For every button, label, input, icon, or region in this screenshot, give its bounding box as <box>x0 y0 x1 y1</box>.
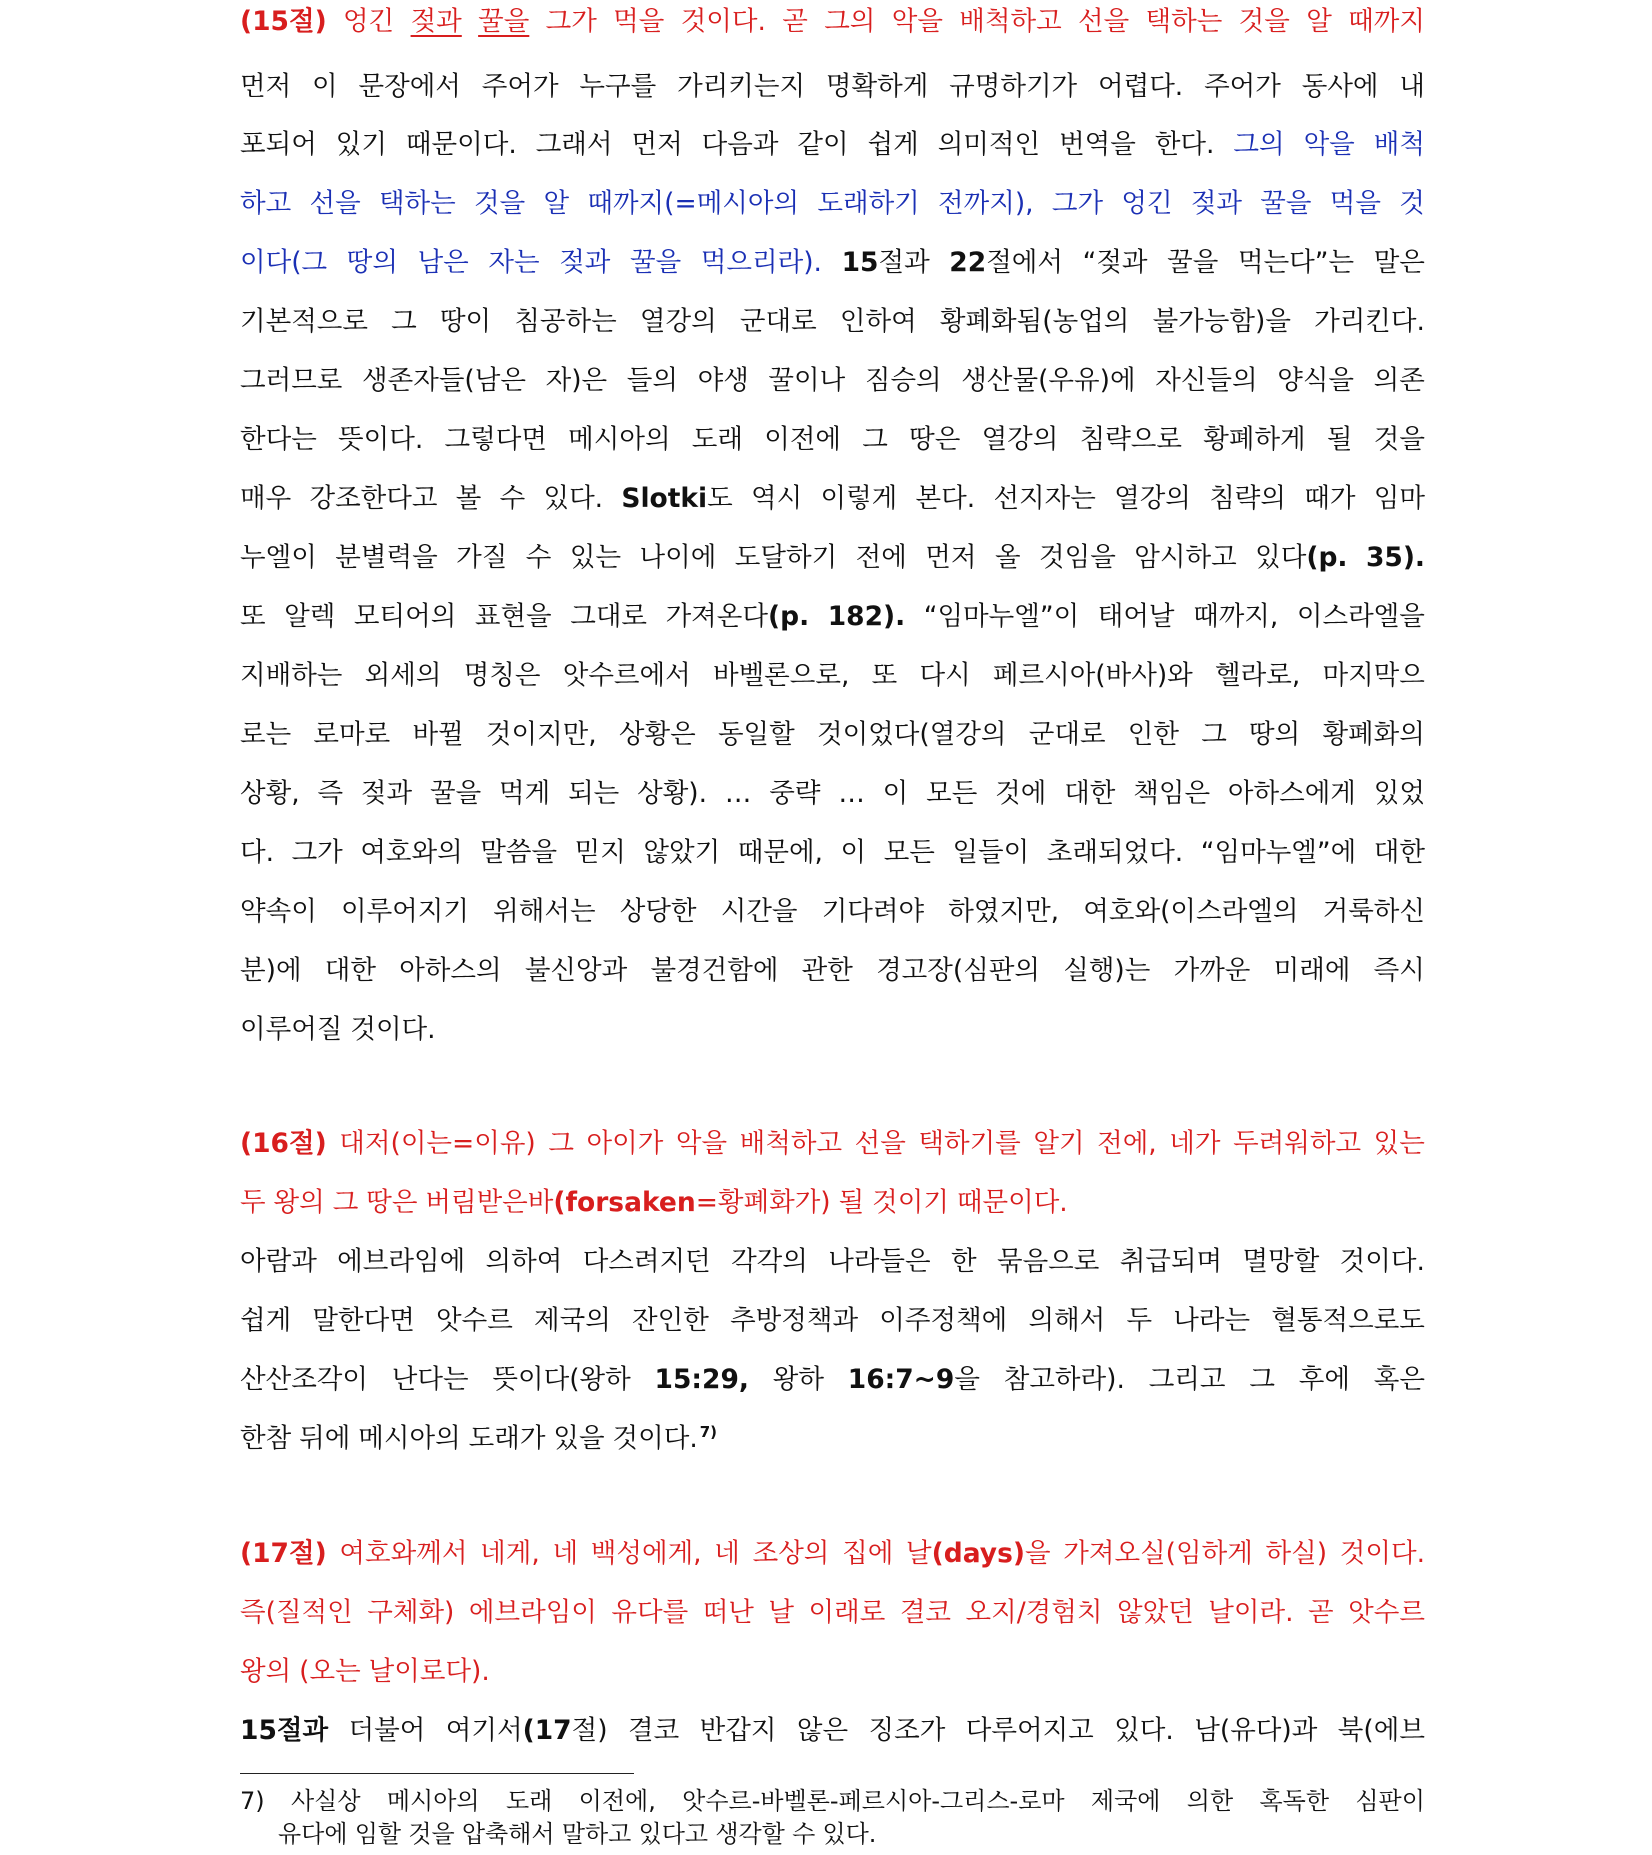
footnote-separator <box>240 1773 634 1774</box>
verse-16-heading: (16절) 대저(이는=이유) 그 아이가 악을 배척하고 선을 택하기를 알기 전에, 네가 두려워하고 있는 <box>240 1128 1425 1159</box>
body-line: 약속이 이루어지기 위해서는 상당한 시간을 기다려야 하였지만, 여호와(이스라엘의 거룩하신 <box>240 896 1425 927</box>
paraphrase-line: 하고 선을 택하는 것을 알 때까지(=메시아의 도래하기 전까지), 그가 엉긴 젖과 꿀을 먹을 것 <box>240 188 1425 219</box>
body-line: 로는 로마로 바뀔 것이지만, 상황은 동일할 것이었다(열강의 군대로 인한 그 땅의 황폐화의 <box>240 719 1425 750</box>
body-line: 다. 그가 여호와의 말씀을 믿지 않았기 때문에, 이 모든 일들이 초래되었다. “임마누엘”에 대한 <box>240 837 1425 868</box>
body-line: 15절과 더불어 여기서(17절) 결코 반갑지 않은 징조가 다루어지고 있다. 남(유다)과 북(에브 <box>240 1715 1425 1746</box>
footnote-7: 7) 사실상 메시아의 도래 이전에, 앗수르-바벨론-페르시아-그리스-로마 제국에 의한 혹독한 심판이 <box>240 1787 1425 1815</box>
body-line: 상황, 즉 젖과 꿀을 먹게 되는 상황). … 중략 … 이 모든 것에 대한 책임은 아하스에게 있었 <box>240 778 1425 809</box>
footnote-7-cont: 유다에 임할 것을 압축해서 말하고 있다고 생각할 수 있다. <box>278 1820 877 1848</box>
body-line: 분)에 대한 아하스의 불신앙과 불경건함에 관한 경고장(심판의 실행)는 가까운 미래에 즉시 <box>240 955 1425 986</box>
body-line: 포되어 있기 때문이다. 그래서 먼저 다음과 같이 쉽게 의미적인 번역을 한다. 그의 악을 배척 <box>240 129 1425 160</box>
verse-15-heading: (15절) 엉긴 젖과 꿀을 그가 먹을 것이다. 곧 그의 악을 배척하고 선을 택하는 것을 알 때까지 <box>240 6 1425 37</box>
footnote-ref-7[interactable]: 7) <box>699 1423 718 1441</box>
body-line: 이루어질 것이다. <box>240 1014 436 1045</box>
verse-17-heading-cont: 즉(질적인 구체화) 에브라임이 유다를 떠난 날 이래로 결코 오지/경험치 않았던 날이라. 곧 앗수르 <box>240 1597 1425 1628</box>
body-line: 기본적으로 그 땅이 침공하는 열강의 군대로 인하여 황폐화됨(농업의 불가능함)을 가리킨다. <box>240 306 1425 337</box>
body-line: 매우 강조한다고 볼 수 있다. Slotki도 역시 이렇게 본다. 선지자는 열강의 침략의 때가 임마 <box>240 483 1425 514</box>
body-line: 또 알렉 모티어의 표현을 그대로 가져온다(p. 182). “임마누엘”이 태어날 때까지, 이스라엘을 <box>240 601 1425 632</box>
body-line: 산산조각이 난다는 뜻이다(왕하 15:29, 왕하 16:7~9을 참고하라). 그리고 그 후에 혹은 <box>240 1364 1425 1395</box>
body-line: 한참 뒤에 메시아의 도래가 있을 것이다. 7) <box>240 1419 1425 1459</box>
body-line: 먼저 이 문장에서 주어가 누구를 가리키는지 명확하게 규명하기가 어렵다. 주어가 동사에 내 <box>240 71 1425 102</box>
body-line: 그러므로 생존자들(남은 자)은 들의 야생 꿀이나 짐승의 생산물(우유)에 자신들의 양식을 의존 <box>240 365 1425 396</box>
body-line: 쉽게 말한다면 앗수르 제국의 잔인한 추방정책과 이주정책에 의해서 두 나라는 혈통적으로도 <box>240 1305 1425 1336</box>
verse-17-heading-cont: 왕의 (오는 날이로다). <box>240 1656 490 1687</box>
body-line: 이다(그 땅의 남은 자는 젖과 꿀을 먹으리라). 15절과 22절에서 “젖과 꿀을 먹는다”는 말은 <box>240 247 1425 278</box>
body-line: 지배하는 외세의 명칭은 앗수르에서 바벨론으로, 또 다시 페르시아(바사)와 헬라로, 마지막으 <box>240 660 1425 691</box>
body-line: 아람과 에브라임에 의하여 다스려지던 각각의 나라들은 한 묶음으로 취급되며 멸망할 것이다. <box>240 1246 1425 1277</box>
body-line: 한다는 뜻이다. 그렇다면 메시아의 도래 이전에 그 땅은 열강의 침략으로 황폐하게 될 것을 <box>240 424 1425 455</box>
body-line: 누엘이 분별력을 가질 수 있는 나이에 도달하기 전에 먼저 올 것임을 암시하고 있다(p. 35). <box>240 542 1425 573</box>
verse-16-heading-cont: 두 왕의 그 땅은 버림받은바(forsaken=황폐화가) 될 것이기 때문이다. <box>240 1187 1068 1218</box>
verse-17-heading: (17절) 여호와께서 네게, 네 백성에게, 네 조상의 집에 날(days)을 가져오실(임하게 하실) 것이다. <box>240 1538 1425 1569</box>
